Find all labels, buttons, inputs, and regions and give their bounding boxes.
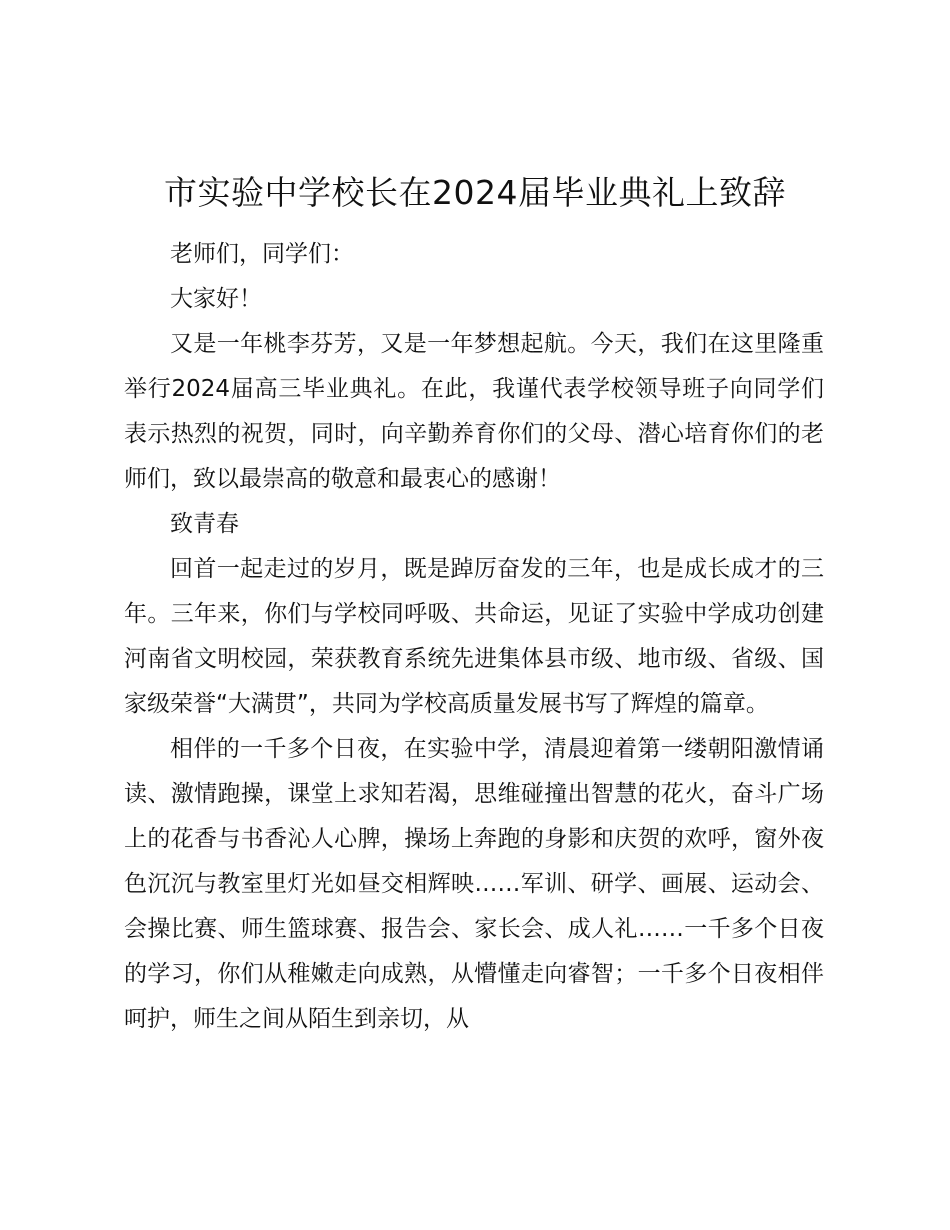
document-body: [124, 232, 824, 1042]
paragraph: 回首一起走过的岁月，既是踔厉奋发的三年，也是成长成才的三年。三年来，你们与学校同呼吸、共命运，见证了实验中学成功创建河南省文明校园，荣获教育系统先进集体县市级、地市级、省级、国家级荣誉“大满贯”，共同为学校高质量发展书写了辉煌的篇章。: [124, 556, 824, 717]
paragraph: 相伴的一千多个日夜，在实验中学，清晨迎着第一缕朝阳激情诵读、激情跑操，课堂上求知若渴，思维碰撞出智慧的花火，奋斗广场上的花香与书香沁人心脾，操场上奔跑的身影和庆贺的欢呼，窗外夜色沉沉与教室里灯光如昼交相辉映……军训、研学、画展、运动会、会操比赛、师生篮球赛、报告会、家长会、成人礼……一千多个日夜的学习，你们从稚嫩走向成熟，从懵懂走向睿智；一千多个日夜相伴呵护，师生之间从陌生到亲切，从: [124, 736, 824, 1032]
paragraph: 又是一年桃李芬芳，又是一年梦想起航。今天，我们在这里隆重举行2024届高三毕业典礼。在此，我谨代表学校领导班子向同学们表示热烈的祝贺，同时，向辛勤养育你们的父母、潜心培育你们的老师们，致以最崇高的敬意和最衷心的感谢！: [124, 331, 824, 492]
document-title: 市实验中学校长在2024届毕业典礼上致辞: [164, 173, 786, 212]
salutation: 老师们，同学们：: [170, 241, 354, 267]
section-heading: 致青春: [170, 511, 239, 537]
greeting: 大家好！: [170, 286, 262, 312]
